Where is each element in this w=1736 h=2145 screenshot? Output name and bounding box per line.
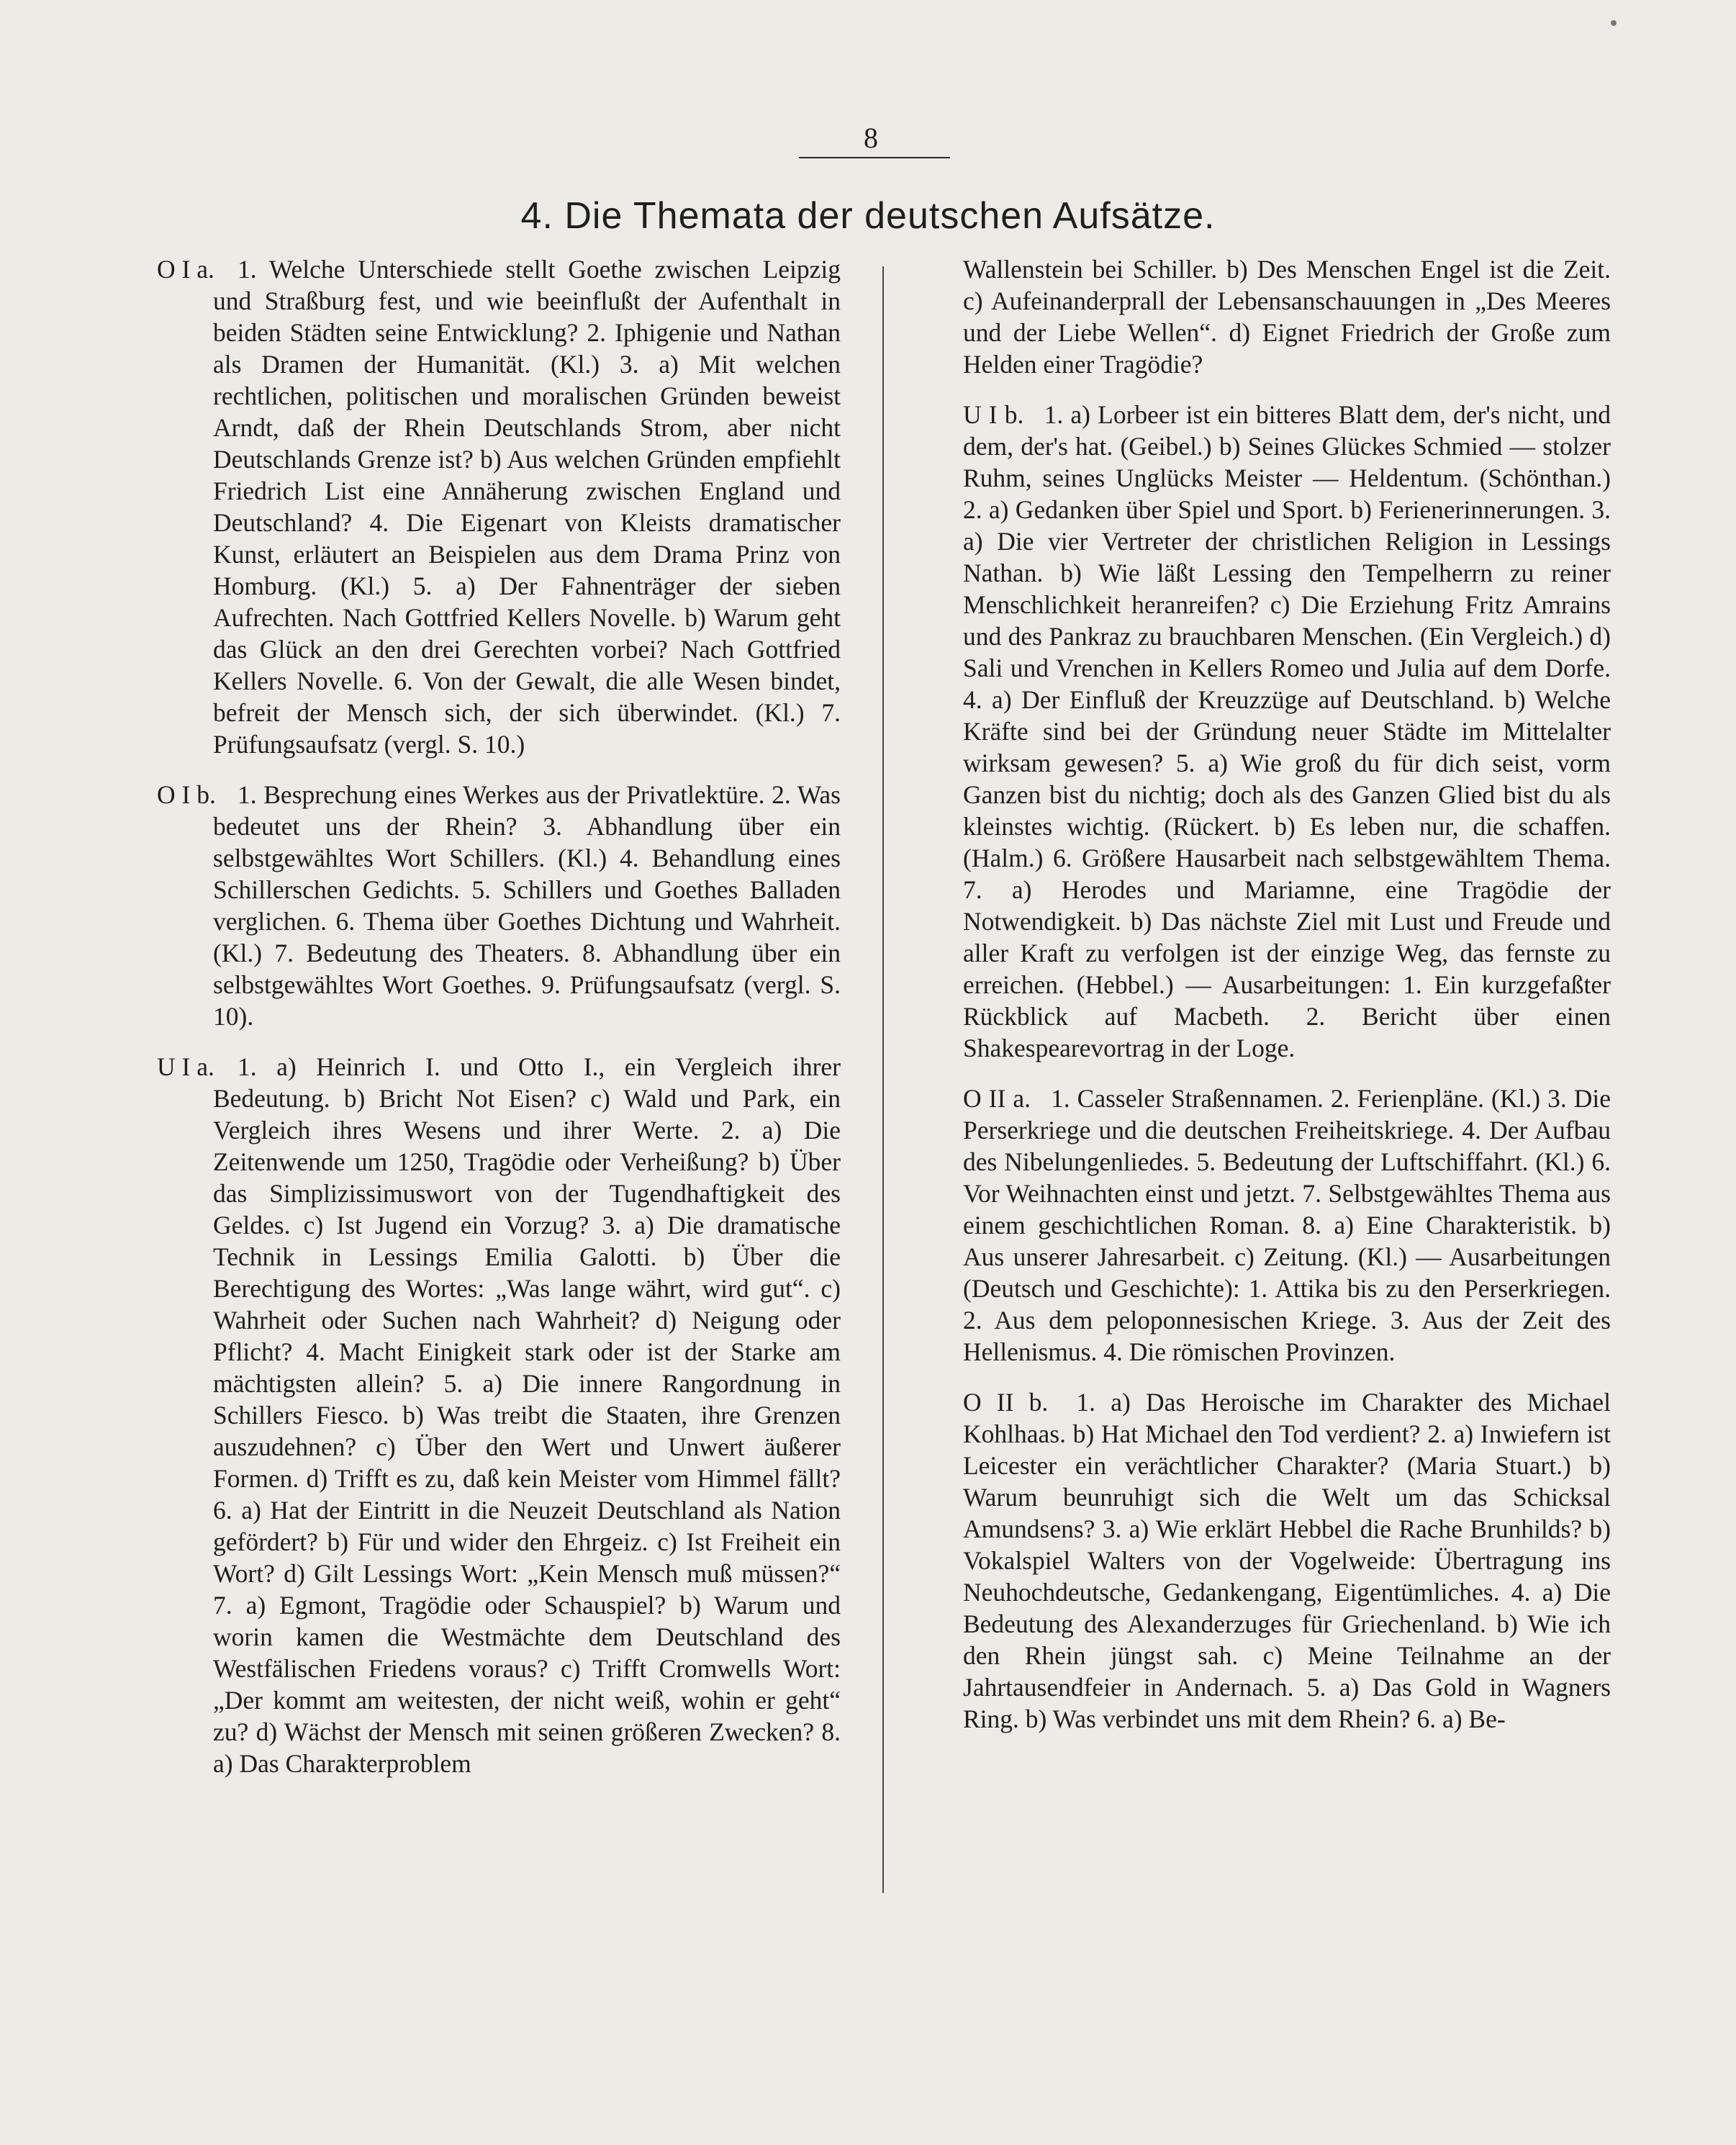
right-column bbox=[963, 253, 1611, 1753]
entry-continuation bbox=[963, 253, 1611, 380]
entry-o-i-a bbox=[157, 253, 841, 760]
entry-o-i-b bbox=[157, 779, 841, 1032]
entry-o-ii-a bbox=[963, 1083, 1611, 1368]
column-divider bbox=[882, 266, 884, 1893]
entry-text: 1. Welche Unterschiede stellt Goethe zwischen Leipzig und Straßburg fest, und wie beeinflußt der Aufenthalt in beiden Städten seine Entwicklung? 2. Iphigenie und Nathan als Dramen der Humanität. (Kl.) 3. a) Mit welchen rechtlichen, politischen und moralischen Gründen beweist Arndt, daß der Rhein Deutschlands Strom, aber nicht Deutschlands Grenze ist? b) Aus welchen Gründen empfiehlt Friedrich List eine Annäherung zwischen England und Deutschland? 4. Die Eigenart von Kleists dramatischer Kunst, erläutert an Beispielen aus dem Drama Prinz von Homburg. (Kl.) 5. a) Der Fahnenträger der sieben Aufrechten. Nach Gottfried Kellers Novelle. b) Warum geht das Glück an den drei Gerechten vorbei? Nach Gottfried Kellers Novelle. 6. Von der Gewalt, die alle Wesen bindet, befreit der Mensch sich, der sich überwindet. (Kl.) 7. Prüfungsaufsatz (vergl. S. 10.) bbox=[213, 255, 841, 759]
class-label: U I a. bbox=[157, 1052, 214, 1081]
class-label: O II b. bbox=[963, 1388, 1049, 1417]
class-label: O II a. bbox=[963, 1084, 1031, 1113]
section-heading: 4. Die Themata der deutschen Aufsätze. bbox=[520, 195, 1216, 237]
entry-text: 1. a) Heinrich I. und Otto I., ein Vergleich ihrer Bedeutung. b) Bricht Not Eisen? c) Wald und Park, ein Vergleich ihres Wesens und ihrer Werte. 2. a) Die Zeitenwende um 1250, Tragödie oder Verheißung? b) Über das Simplizissimuswort von der Tugendhaftigkeit des Geldes. c) Ist Jugend ein Vorzug? 3. a) Die dramatische Technik in Lessings Emilia Galotti. b) Über die Berechtigung des Wortes: „Was lange währt, wird gut“. c) Wahrheit oder Suchen nach Wahrheit? d) Neigung oder Pflicht? 4. Macht Einigkeit stark oder ist der Starke am mächtigsten allein? 5. a) Die innere Rangordnung in Schillers Fiesco. b) Was treibt die Staaten, ihre Grenzen auszudehnen? c) Über den Wert und Unwert äußerer Formen. d) Trifft es zu, daß kein Meister vom Himmel fällt? 6. a) Hat der Eintritt in die Neuzeit Deutschland als Nation gefördert? b) Für und wider den Ehrgeiz. c) Ist Freiheit ein Wort? d) Gilt Lessings Wort: „Kein Mensch muß müssen?“ 7. a) Egmont, Tragödie oder Schauspiel? b) Warum und worin kamen die Westmächte dem Deutschland des Westfälischen Friedens voraus? c) Trifft Cromwells Wort: „Der kommt am weitesten, der nicht weiß, wohin er geht“ zu? d) Wächst der Mensch mit seinen größeren Zwecken? 8. a) Das Charakterproblem bbox=[213, 1052, 841, 1778]
page-number: 8 bbox=[864, 122, 878, 154]
entry-text: Wallenstein bei Schiller. b) Des Menschen Engel ist die Zeit. c) Aufeinanderprall der Lebensanschauungen in „Des Meeres und der Liebe Wellen“. d) Eignet Friedrich der Große zum Helden einer Tragödie? bbox=[963, 255, 1611, 379]
entry-text: 1. Besprechung eines Werkes aus der Privatlektüre. 2. Was bedeutet uns der Rhein? 3. Abhandlung über ein selbstgewähltes Wort Schillers. (Kl.) 4. Behandlung eines Schillerschen Gedichts. 5. Schillers und Goethes Balladen verglichen. 6. Thema über Goethes Dichtung und Wahrheit. (Kl.) 7. Bedeutung des Theaters. 8. Abhandlung über ein selbstgewähltes Wort Goethes. 9. Prüfungsaufsatz (vergl. S. 10). bbox=[213, 780, 841, 1031]
class-label: O I b. bbox=[157, 780, 216, 809]
left-column bbox=[157, 253, 841, 1798]
class-label: U I b. bbox=[963, 400, 1024, 429]
entry-text: 1. a) Das Heroische im Charakter des Michael Kohlhaas. b) Hat Michael den Tod verdient? 2. a) Inwiefern ist Leicester ein verächtlicher Charakter? (Maria Stuart.) b) Warum beunruhigt sich die Welt um das Schicksal Amundsens? 3. a) Wie erklärt Hebbel die Rache Brunhilds? b) Vokalspiel Walters von der Vogelweide: Übertragung ins Neuhochdeutsche, Gedankengang, Eigentümliches. 4. a) Die Bedeutung des Alexanderzuges für Griechenland. b) Wie ich den Rhein jüngst sah. c) Meine Teilnahme an der Jahrtausendfeier in Andernach. 5. a) Das Gold in Wagners Ring. b) Was verbindet uns mit dem Rhein? 6. a) Be- bbox=[963, 1388, 1611, 1733]
entry-text: 1. Casseler Straßennamen. 2. Ferienpläne. (Kl.) 3. Die Perserkriege und die deutschen Freiheitskriege. 4. Der Aufbau des Nibelungenliedes. 5. Bedeutung der Luftschiffahrt. (Kl.) 6. Vor Weihnachten einst und jetzt. 7. Selbstgewähltes Thema aus einem geschichtlichen Roman. 8. a) Eine Charakteristik. b) Aus unserer Jahresarbeit. c) Zeitung. (Kl.) — Ausarbeitungen (Deutsch und Geschichte): 1. Attika bis zu den Perserkriegen. 2. Aus dem peloponnesischen Kriege. 3. Aus der Zeit des Hellenismus. 4. Die römischen Provinzen. bbox=[963, 1084, 1611, 1366]
entry-text: 1. a) Lorbeer ist ein bitteres Blatt dem, der's nicht, und dem, der's hat. (Geibel.) b) Seines Glückes Schmied — stolzer Ruhm, seines Unglücks Meister — Heldentum. (Schönthan.) 2. a) Gedanken über Spiel und Sport. b) Ferienerinnerungen. 3. a) Die vier Vertreter der christlichen Religion in Lessings Nathan. b) Wie läßt Lessing den Tempelherrn zu reiner Menschlichkeit heranreifen? c) Die Erziehung Fritz Amrains und des Pankraz zu brauchbaren Menschen. (Ein Vergleich.) d) Sali und Vrenchen in Kellers Romeo und Julia auf dem Dorfe. 4. a) Der Einfluß der Kreuzzüge auf Deutschland. b) Welche Kräfte sind bei der Gründung neuer Städte im Mittelalter wirksam gewesen? 5. a) Wie groß du für dich seist, vorm Ganzen bist du nichtig; doch als des Ganzen Glied bist du als kleinstes wichtig. (Rückert. b) Es leben nur, die schaffen. (Halm.) 6. Größere Hausarbeit nach selbstgewähltem Thema. 7. a) Herodes und Mariamne, eine Tragödie der Notwendigkeit. b) Das nächste Ziel mit Lust und Freude und aller Kraft zu verfolgen ist der einzige Weg, das fernste zu erreichen. (Hebbel.) — Ausarbeitungen: 1. Ein kurzgefaßter Rückblick auf Macbeth. 2. Bericht über einen Shakespearevortrag in der Loge. bbox=[963, 400, 1611, 1062]
page-number-rule bbox=[799, 157, 950, 158]
ink-speck bbox=[1611, 20, 1617, 26]
entry-o-ii-b bbox=[963, 1386, 1611, 1735]
entry-u-i-b bbox=[963, 399, 1611, 1064]
entry-u-i-a bbox=[157, 1051, 841, 1779]
class-label: O I a. bbox=[157, 255, 214, 284]
